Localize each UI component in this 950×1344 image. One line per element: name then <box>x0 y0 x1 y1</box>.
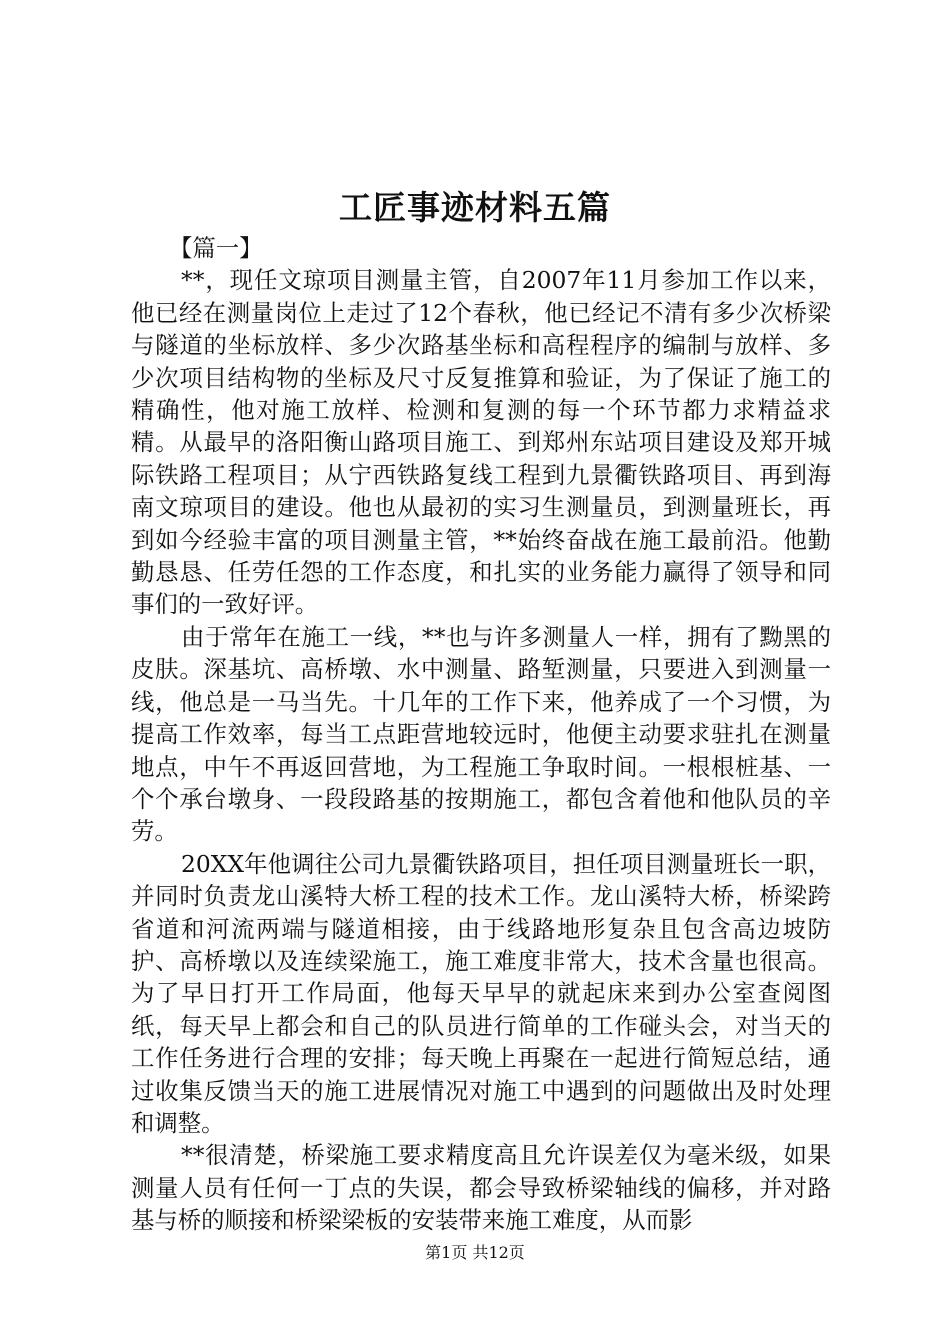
page-footer: 第1页 共12页 <box>425 1243 525 1262</box>
paragraph-4: **很清楚，桥梁施工要求精度高且允许误差仅为毫米级，如果测量人员有任何一丁点的失误，都会导致桥梁轴线的偏移，并对路基与桥的顺接和桥梁梁板的安装带来施工难度，从而影 <box>131 1141 831 1235</box>
document-body <box>131 232 831 1237</box>
paragraph-3: 20XX年他调往公司九景衢铁路项目，担任项目测量班长一职，并同时负责龙山溪特大桥工程的技术工作。龙山溪特大桥，桥梁跨省道和河流两端与隧道相接，由于线路地形复杂且包含高边坡防护、高桥墩以及连续梁施工，施工难度非常大，技术含量也很高。为了早日打开工作局面，他每天早早的就起床来到办公室查阅图纸，每天早上都会和自己的队员进行简单的工作碰头会，对当天的工作任务进行合理的安排；每天晚上再聚在一起进行简短总结，通过收集反馈当天的施工进展情况对施工中遇到的问题做出及时处理和调整。 <box>131 849 831 1137</box>
paragraph-2: 由于常年在施工一线，**也与许多测量人一样，拥有了黝黑的皮肤。深基坑、高桥墩、水中测量、路堑测量，只要进入到测量一线，他总是一马当先。十几年的工作下来，他养成了一个习惯，为提高工作效率，每当工点距营地较远时，他便主动要求驻扎在测量地点，中午不再返回营地，为工程施工争取时间。一根根桩基、一个个承台墩身、一段段路基的按期施工，都包含着他和他队员的辛劳。 <box>131 622 831 846</box>
document-title: 工匠事迹材料五篇 <box>339 188 611 227</box>
section-label: 【篇一】 <box>169 234 263 262</box>
paragraph-1: **，现任文琼项目测量主管，自2007年11月参加工作以来，他已经在测量岗位上走过了12个春秋，他已经记不清有多少次桥梁与隧道的坐标放样、多少次路基坐标和高程程序的编制与放样、多少次项目结构物的坐标及尺寸反复推算和验证，为了保证了施工的精确性，他对施工放样、检测和复测的每一个环节都力求精益求精。从最早的洛阳衡山路项目施工、到郑州东站项目建设及郑开城际铁路工程项目；从宁西铁路复线工程到九景衢铁路项目、再到海南文琼项目的建设。他也从最初的实习生测量员，到测量班长，再到如今经验丰富的项目测量主管，**始终奋战在施工最前沿。他勤勤恳恳、任劳任怨的工作态度，和扎实的业务能力赢得了领导和同事们的一致好评。 <box>131 266 831 619</box>
